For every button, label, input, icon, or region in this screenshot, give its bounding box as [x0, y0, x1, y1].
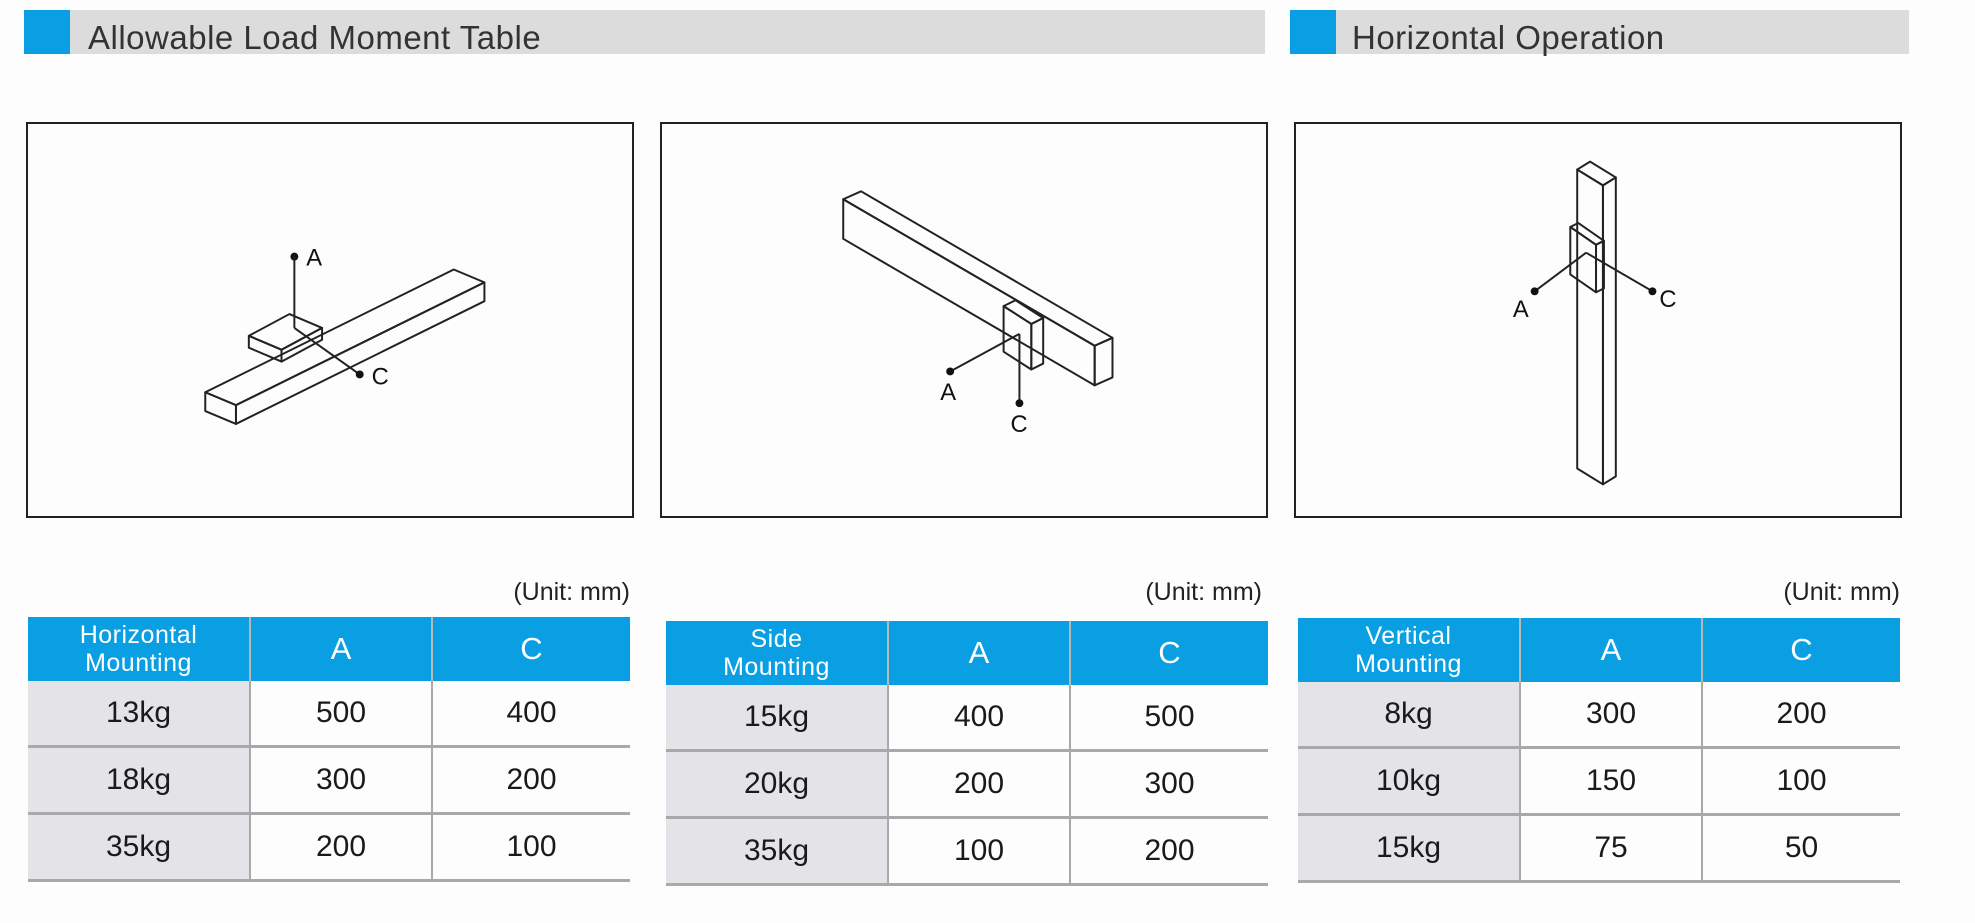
- table-header-row: [1298, 618, 1900, 682]
- c-value-cell: 200: [1070, 818, 1268, 885]
- header-accent-square: [24, 10, 70, 54]
- c-value-cell: 200: [432, 747, 630, 814]
- table-row: [1298, 748, 1900, 815]
- diagram-vertical-mounting: [1294, 122, 1902, 518]
- table-header-row: [666, 621, 1268, 685]
- header-a: A: [888, 621, 1070, 685]
- label-c: C: [1010, 410, 1028, 438]
- diagram-side-mounting: [660, 122, 1268, 518]
- a-value-cell: 200: [888, 751, 1070, 818]
- header-c: C: [1070, 621, 1268, 685]
- point-a-marker: [1531, 287, 1539, 295]
- a-value-cell: 300: [250, 747, 432, 814]
- label-a: A: [306, 244, 323, 272]
- load-cell: 35kg: [666, 818, 888, 885]
- table-row: [666, 818, 1268, 885]
- mounting-line-1: Vertical: [1365, 622, 1452, 650]
- load-cell: 13kg: [28, 681, 250, 747]
- header-a: A: [1520, 618, 1702, 682]
- section-header-load-moment: [24, 10, 1265, 54]
- point-c-marker: [1015, 399, 1023, 407]
- load-cell: 15kg: [1298, 815, 1520, 882]
- label-a: A: [940, 379, 957, 407]
- a-value-cell: 400: [888, 685, 1070, 751]
- c-value-cell: 400: [432, 681, 630, 747]
- a-value-cell: 75: [1520, 815, 1702, 882]
- c-value-cell: 50: [1702, 815, 1900, 882]
- mounting-line-2: Mounting: [723, 653, 830, 681]
- c-value-cell: 500: [1070, 685, 1268, 751]
- point-c-marker: [1648, 287, 1656, 295]
- table-row: [1298, 682, 1900, 748]
- c-value-cell: 100: [1702, 748, 1900, 815]
- section-header-horizontal-operation: [1290, 10, 1909, 54]
- header-c: C: [432, 617, 630, 681]
- a-value-cell: 150: [1520, 748, 1702, 815]
- a-value-cell: 100: [888, 818, 1070, 885]
- label-c: C: [1659, 286, 1677, 314]
- load-cell: 20kg: [666, 751, 888, 818]
- load-cell: 8kg: [1298, 682, 1520, 748]
- label-a: A: [1512, 296, 1529, 324]
- table-row: [28, 747, 630, 814]
- point-c-marker: [356, 370, 364, 378]
- mounting-line-2: Mounting: [1355, 650, 1462, 678]
- unit-label-horizontal: (Unit: mm): [513, 578, 630, 606]
- load-cell: 15kg: [666, 685, 888, 751]
- header-c: C: [1702, 618, 1900, 682]
- diagram-horizontal-mounting: [26, 122, 634, 518]
- moment-table-vertical: [1298, 618, 1900, 883]
- table-row: [28, 681, 630, 747]
- header-mounting: [666, 621, 888, 685]
- a-value-cell: 300: [1520, 682, 1702, 748]
- table-row: [1298, 815, 1900, 882]
- c-value-cell: 200: [1702, 682, 1900, 748]
- load-cell: 35kg: [28, 814, 250, 881]
- mounting-line-2: Mounting: [85, 649, 192, 677]
- moment-table-side: [666, 621, 1268, 886]
- horizontal-mounting-illustration: [28, 124, 632, 516]
- section-title: Horizontal Operation: [1352, 19, 1665, 56]
- side-mounting-illustration: [662, 124, 1266, 516]
- moment-table-horizontal: [28, 617, 630, 882]
- a-value-cell: 500: [250, 681, 432, 747]
- c-value-cell: 100: [432, 814, 630, 881]
- label-c: C: [371, 363, 389, 391]
- mounting-line-1: Horizontal: [79, 621, 198, 649]
- mounting-line-1: Side: [750, 625, 803, 653]
- unit-label-side: (Unit: mm): [1145, 578, 1262, 606]
- table-header-row: [28, 617, 630, 681]
- page-title: Allowable Load Moment Table: [88, 19, 542, 56]
- load-cell: 10kg: [1298, 748, 1520, 815]
- header-accent-square: [1290, 10, 1336, 54]
- table-row: [28, 814, 630, 881]
- vertical-mounting-illustration: [1296, 124, 1900, 516]
- table-row: [666, 685, 1268, 751]
- load-cell: 18kg: [28, 747, 250, 814]
- unit-label-vertical: (Unit: mm): [1783, 578, 1900, 606]
- c-value-cell: 300: [1070, 751, 1268, 818]
- header-a: A: [250, 617, 432, 681]
- header-mounting: [28, 617, 250, 681]
- header-mounting: [1298, 618, 1520, 682]
- point-a-marker: [946, 368, 954, 376]
- a-value-cell: 200: [250, 814, 432, 881]
- table-row: [666, 751, 1268, 818]
